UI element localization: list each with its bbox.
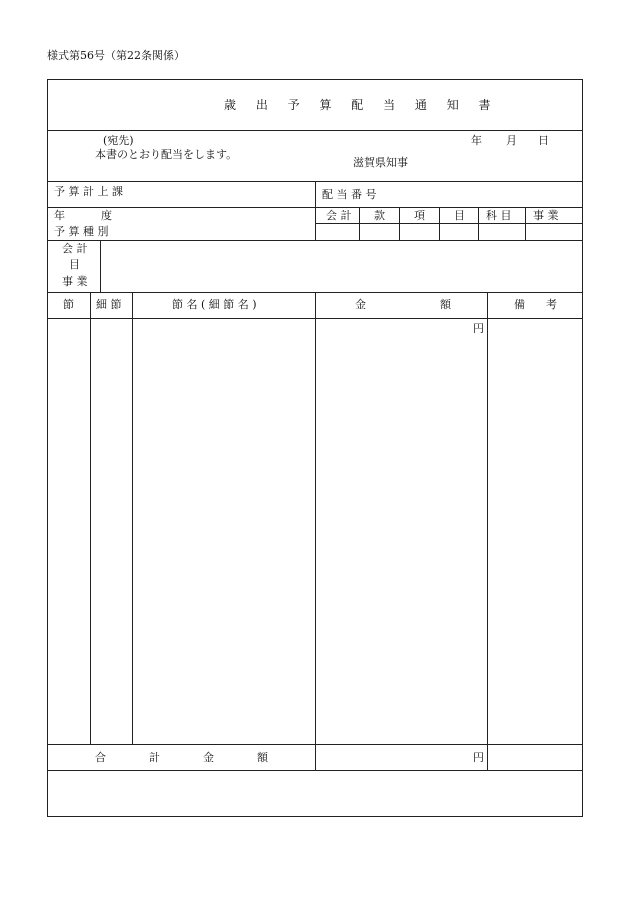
account-col-kaikei: 会 計	[326, 209, 352, 222]
account-col-jigyou: 事 業	[533, 209, 559, 222]
account-col-moku: 目	[454, 209, 465, 222]
item-label-jigyou: 事 業	[62, 275, 88, 288]
header-setsu-name: 節 名 ( 細 節 名 )	[172, 298, 257, 311]
addressee: (宛先)	[103, 134, 134, 147]
account-col-kou: 項	[414, 209, 425, 222]
total-label-1: 合	[95, 751, 106, 764]
rule-col-setsu	[90, 292, 91, 744]
date-day: 日	[538, 134, 549, 147]
rule-section-divider	[315, 181, 316, 240]
account-col-kamoku: 科 目	[486, 209, 512, 222]
rule-account-mid	[315, 223, 583, 224]
rule-account-col-5	[525, 207, 526, 240]
header-saisetsu: 細 節	[96, 298, 122, 311]
total-label-2: 計	[149, 751, 160, 764]
date-year: 年	[471, 134, 482, 147]
header-amount-a: 金	[355, 298, 366, 311]
notice-message: 本書のとおり配当をします。	[95, 148, 238, 161]
form-title: 歳 出 予 算 配 当 通 知 書	[224, 98, 499, 112]
header-setsu: 節	[63, 298, 74, 311]
rule-account-col-2	[399, 207, 400, 240]
total-label-4: 額	[257, 751, 268, 764]
allocation-number-label: 配 当 番 号	[322, 188, 377, 201]
total-label-3: 金	[203, 751, 214, 764]
header-remarks-b: 考	[546, 298, 557, 311]
rule-title-bottom	[47, 130, 583, 131]
fiscal-year-label-a: 年	[54, 209, 65, 222]
rule-col-amount	[487, 292, 488, 770]
rule-total-bottom	[47, 770, 583, 771]
header-remarks-a: 備	[514, 298, 525, 311]
date-month: 月	[506, 134, 517, 147]
rule-budget-type-bottom	[47, 240, 583, 241]
account-col-kan: 款	[374, 209, 385, 222]
header-amount-b: 額	[440, 298, 451, 311]
rule-items-label-divider	[100, 240, 101, 292]
form-number: 様式第56号（第22条関係）	[47, 49, 185, 62]
rule-col-name	[315, 292, 316, 770]
budget-type-label: 予 算 種 別	[54, 225, 109, 238]
rule-account-col-3	[439, 207, 440, 240]
body-currency-unit: 円	[473, 322, 484, 335]
issuer: 滋賀県知事	[353, 156, 408, 169]
fiscal-year-label-b: 度	[101, 209, 112, 222]
total-currency-unit: 円	[473, 751, 484, 764]
item-label-kaikei: 会 計	[62, 242, 88, 255]
rule-account-col-4	[478, 207, 479, 240]
budget-department-label: 予 算 計 上 課	[54, 185, 123, 198]
rule-col-saisetsu	[132, 292, 133, 744]
item-label-moku: 目	[69, 258, 80, 271]
rule-account-col-1	[359, 207, 360, 240]
